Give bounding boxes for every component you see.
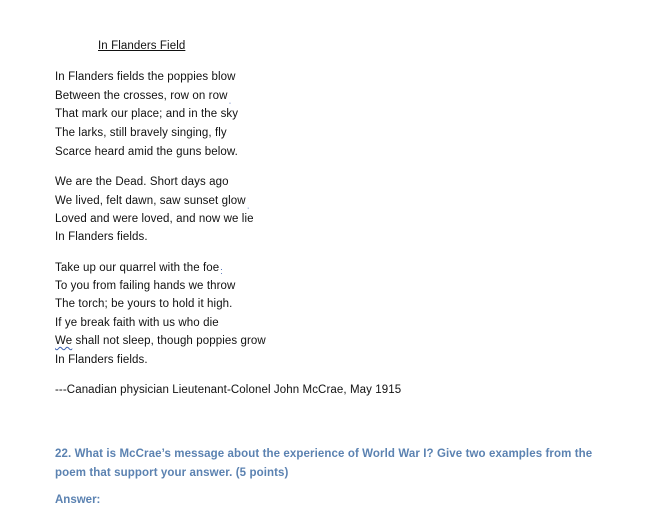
stanza2-line4: In Flanders fields. [55,231,148,243]
stanza3-line1-text: Take up our quarrel with the foe [55,262,220,274]
stanza1-line3: That mark our place; and in the sky [55,108,239,120]
poem-title: In Flanders Field [98,40,186,52]
proofing-comma-mark: ˌ [246,199,250,209]
stanza2-line1: We are the Dead. Short days ago [55,176,229,188]
proofing-colon-mark: : [220,266,223,276]
stanza1-line2 [55,90,232,102]
stanza2-line2 [55,195,250,207]
stanza3-line2: To you from failing hands we throw [55,280,236,292]
stanza3-line5 [55,335,266,347]
stanza2-line2-text: We lived, felt dawn, saw sunset glow [55,195,246,207]
stanza1-line5: Scarce heard amid the guns below. [55,146,238,158]
question-22: 22. What is McCrae’s message about the experience of World War I? Give two examples from the poem that support your answer. (5 points) [55,448,593,479]
stanza2-line3: Loved and were loved, and now we lie [55,213,254,225]
stanza3-line5-rest: shall not sleep, though poppies grow [72,335,266,347]
stanza1-line4: The larks, still bravely singing, fly [55,127,227,139]
stanza1-line1: In Flanders fields the poppies blow [55,71,236,83]
stanza3-line3: The torch; be yours to hold it high. [55,298,233,310]
answer-label: Answer: [55,494,101,506]
stanza3-line6: In Flanders fields. [55,354,148,366]
proofing-comma-mark: ˌ [228,94,232,104]
spellcheck-word: We [55,335,73,347]
stanza1-line2-text: Between the crosses, row on row [55,90,228,102]
stanza3-line1 [55,262,223,274]
stanza3-line4: If ye break faith with us who die [55,317,219,329]
poem-attribution: ---Canadian physician Lieutenant-Colonel John McCrae, May 1915 [55,384,402,396]
